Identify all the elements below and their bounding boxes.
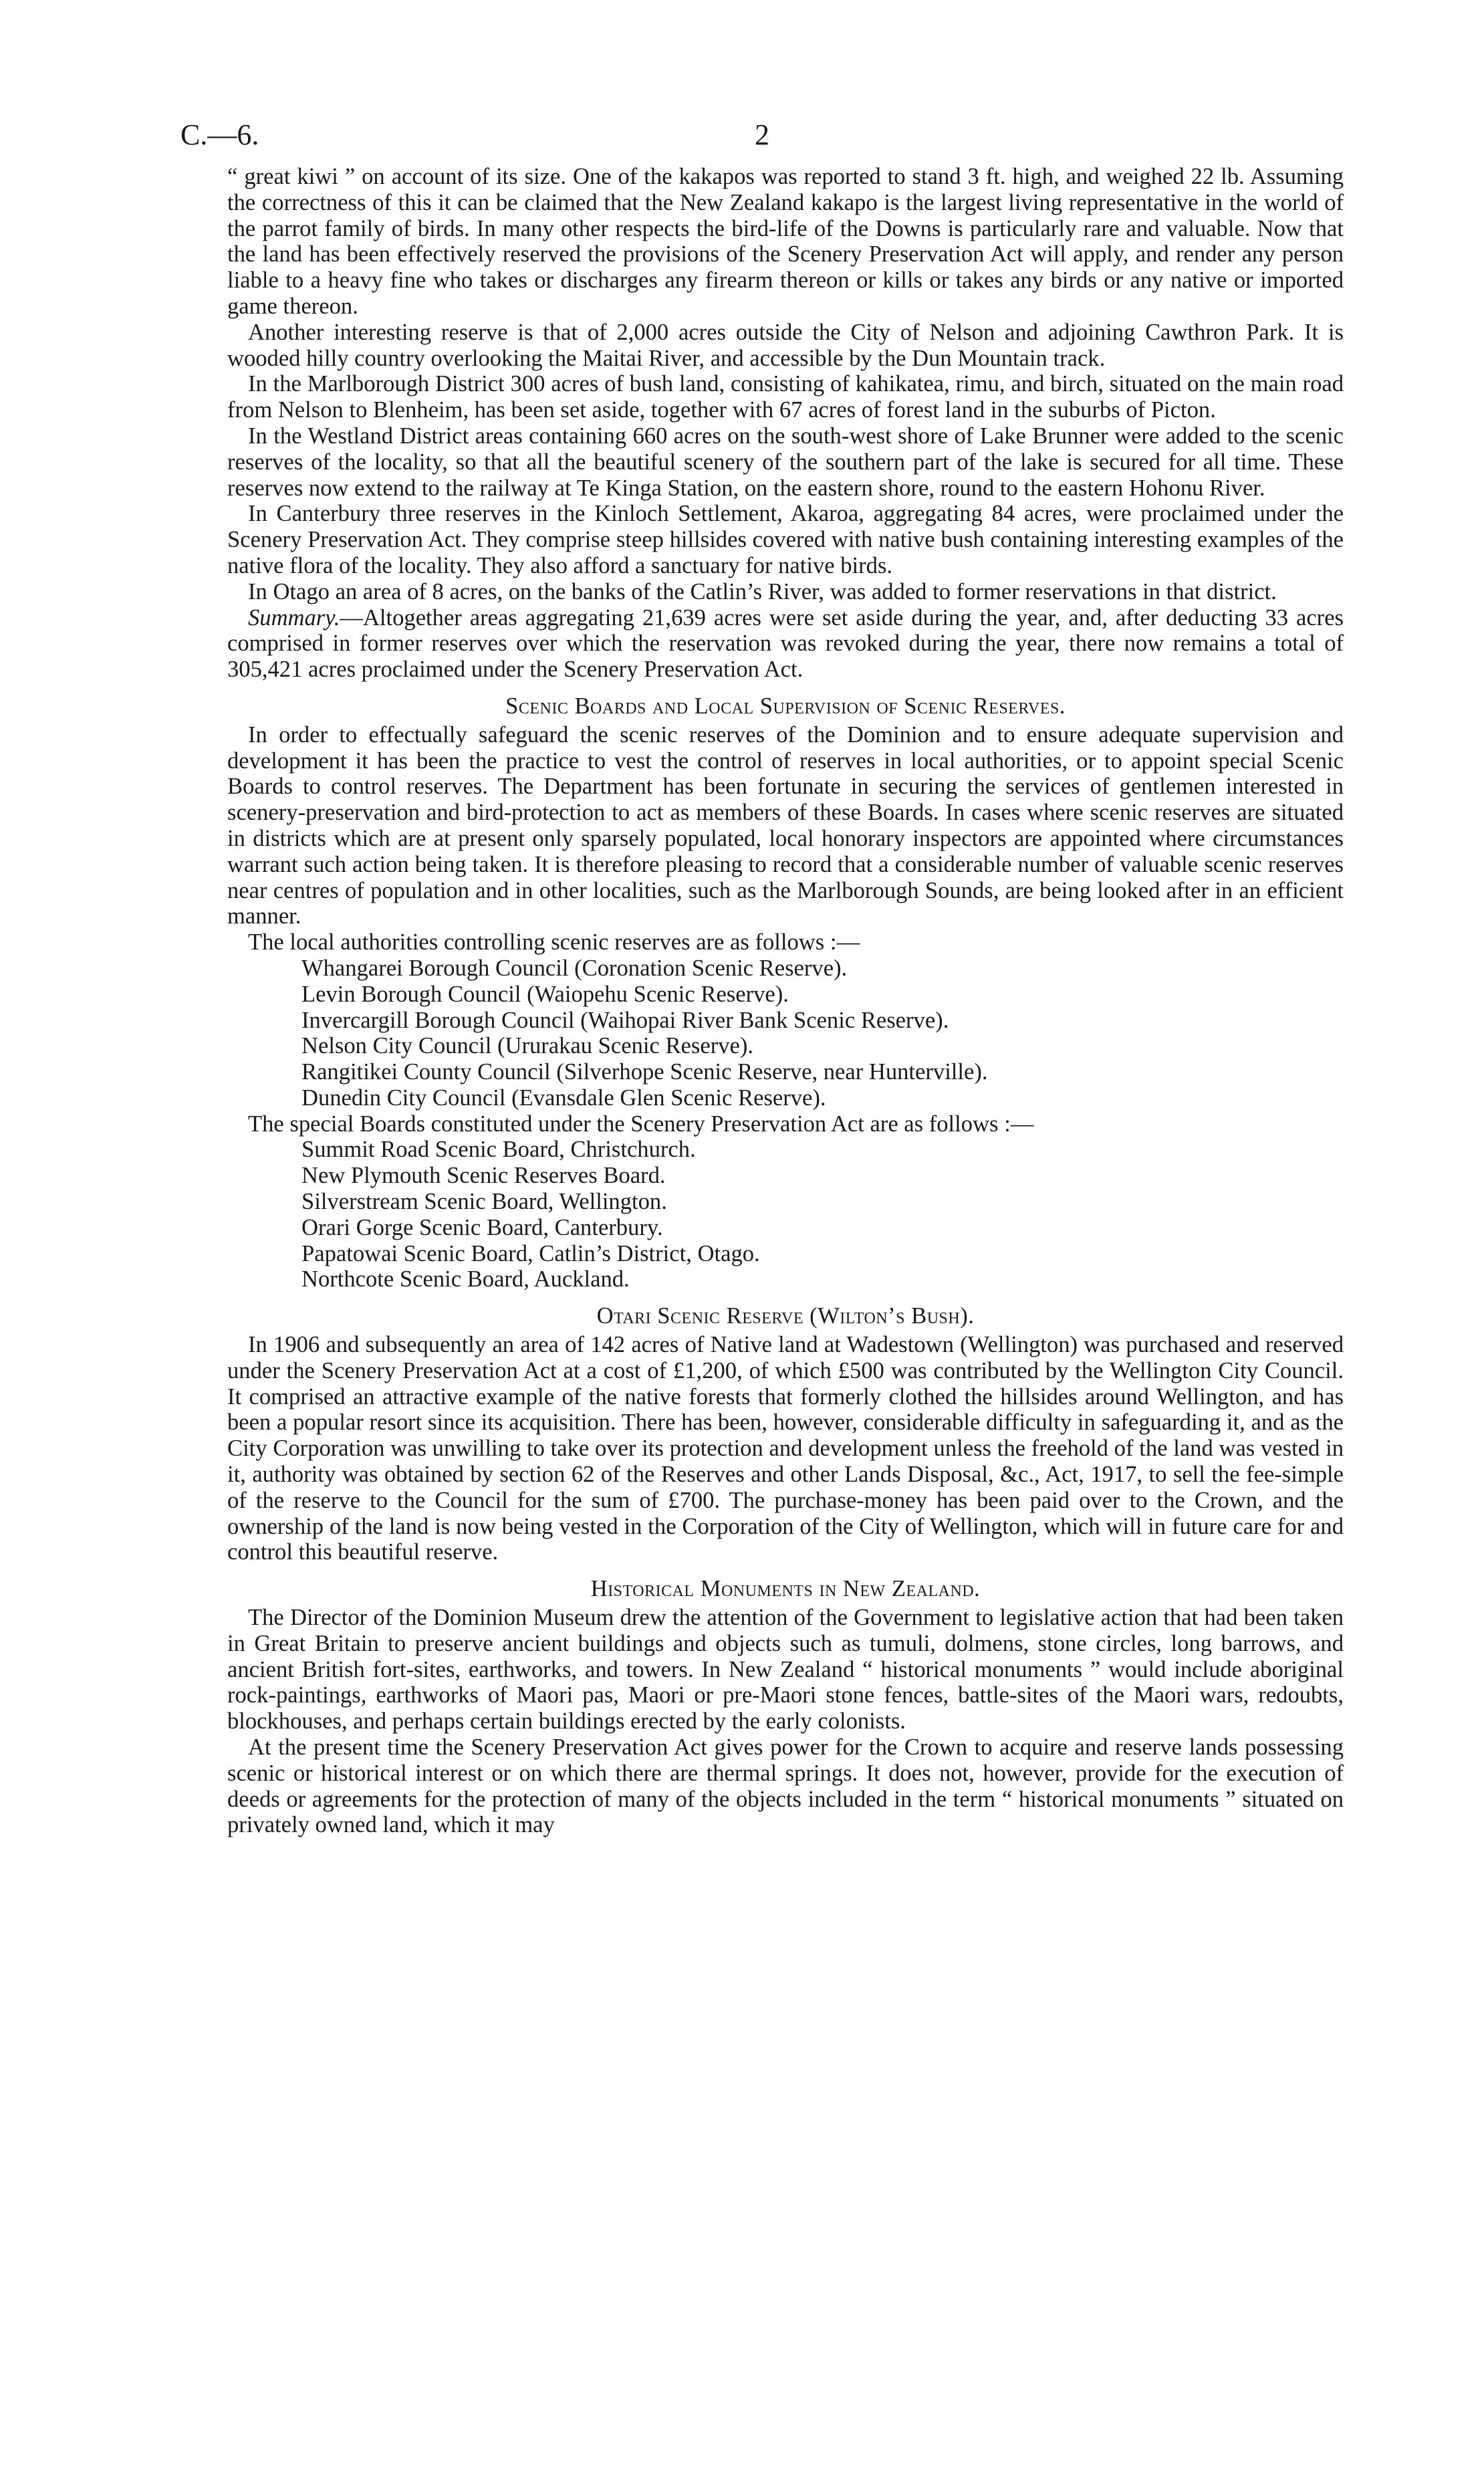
page-number: 2 [755,118,769,151]
heading-scenic-boards: Scenic Boards and Local Supervision of Scenic Reserves. [505,693,1066,719]
paragraph-monuments-act: At the present time the Scenery Preservation Act gives power for the Crown to acquire and reserve lands possessing scenic or historical interest or on which there are thermal springs. It does not, however, provide for the execution of deeds or agreements for the protection of many of the objects included in the term “ historical monuments ” situated on privately owned land, which it may [227,1734,1344,1838]
list-item: Invercargill Borough Council (Waihopai River Bank Scenic Reserve). [301,1007,949,1033]
paragraph-otari-reserve: In 1906 and subsequently an area of 142 acres of Native land at Wadestown (Wellington) was purchased and reserved under the Scenery Preservation Act at a cost of £1,200, of which £500 was contributed by the Wellington City Council. It comprised an attractive example of the native forests that formerly clothed the hillsides around Wellington, and has been a popular resort since its acquisition. There has been, however, considerable difficulty in safeguarding it, and as the City Corporation was unwilling to take over its protection and development unless the freehold of the land was vested in it, authority was obtained by section 62 of the Reserves and other Lands Disposal, &c., Act, 1917, to sell the fee-simple of the reserve to the Council for the sum of £700. The purchase-money has been paid over to the Crown, and the ownership of the land is now being vested in the Corporation of the City of Wellington, which will in future care for and control this beautiful reserve. [227,1332,1344,1565]
paragraph-westland: In the Westland District areas containing 660 acres on the south-west shore of Lake Brunner were added to the scenic reserves of the locality, so that all the beautiful scenery of the southern part of the lake is secured for all time. These reserves now extend to the railway at Te Kinga Station, on the eastern shore, round to the eastern Hohonu River. [227,423,1344,501]
summary-label: Summary. [248,604,340,631]
paragraph-monuments-director: The Director of the Dominion Museum drew the attention of the Government to legislative action that had been taken in Great Britain to preserve ancient buildings and objects such as tumuli, dolmens, stone circles, long barrows, and ancient British fort-sites, earthworks, and towers. In New Zealand “ historical monuments ” would include aboriginal rock-paintings, earthworks of Maori pas, Maori or pre-Maori stone fences, battle-sites of the Maori wars, redoubts, blockhouses, and perhaps certain buildings erected by the early colonists. [227,1605,1344,1734]
list-item: Orari Gorge Scenic Board, Canterbury. [301,1214,663,1240]
local-authorities-intro: The local authorities controlling scenic reserves are as follows :— [248,929,860,956]
summary-text: —Altogether areas aggregating 21,639 acres were set aside during the year, and, after deducting 33 acres comprised in former reserves over which the reservation was revoked during the year, there now remains a total of 305,421 acres proclaimed under the Scenery Preservation Act. [227,604,1344,683]
list-item: Summit Road Scenic Board, Christchurch. [301,1137,696,1163]
list-item: Papatowai Scenic Board, Catlin’s District, Otago. [301,1240,760,1266]
page-header [180,117,1344,164]
local-authorities-list [227,956,1344,1111]
paragraph-summary [227,605,1344,683]
list-item: Dunedin City Council (Evansdale Glen Scenic Reserve). [301,1085,826,1111]
heading-historical-monuments: Historical Monuments in New Zealand. [590,1576,981,1602]
paragraph-canterbury: In Canterbury three reserves in the Kinloch Settlement, Akaroa, aggregating 84 acres, were proclaimed under the Scenery Preservation Act. They comprise steep hillsides covered with native bush containing interesting examples of the native flora of the locality. They also afford a sanctuary for native birds. [227,501,1344,578]
special-boards-intro: The special Boards constituted under the Scenery Preservation Act are as follows :— [248,1111,1034,1137]
paragraph-nelson-reserve: Another interesting reserve is that of 2,000 acres outside the City of Nelson and adjoining Cawthron Park. It is wooded hilly country overlooking the Maitai River, and accessible by the Dun Mountain track. [227,319,1344,371]
paragraph-marlborough: In the Marlborough District 300 acres of bush land, consisting of kahikatea, rimu, and birch, situated on the main road from Nelson to Blenheim, has been set aside, together with 67 acres of forest land in the suburbs of Picton. [227,371,1344,423]
paragraph-otago: In Otago an area of 8 acres, on the banks of the Catlin’s River, was added to former reservations in that district. [248,578,1277,604]
list-item: Silverstream Scenic Board, Wellington. [301,1189,667,1215]
special-boards-list [227,1137,1344,1293]
document-reference: C.—6. [180,118,259,151]
heading-otari-reserve: Otari Scenic Reserve (Wilton’s Bush). [596,1303,975,1329]
paragraph-scenic-boards: In order to effectually safeguard the scenic reserves of the Dominion and to ensure adequate supervision and development it has been the practice to vest the control of reserves in local authorities, or to appoint special Scenic Boards to control reserves. The Department has been fortunate in securing the services of gentlemen interested in scenery-preservation and bird-protection to act as members of these Boards. In cases where scenic reserves are situated in districts which are at present only sparsely populated, local honorary inspectors are appointed where circumstances warrant such action being taken. It is therefore pleasing to record that a considerable number of valuable scenic reserves near centres of population and in other localities, such as the Marlborough Sounds, are being looked after in an efficient manner. [227,721,1344,929]
list-item: Northcote Scenic Board, Auckland. [301,1266,630,1293]
list-item: New Plymouth Scenic Reserves Board. [301,1163,666,1189]
paragraph-great-kiwi: “ great kiwi ” on account of its size. One of the kakapos was reported to stand 3 ft. high, and weighed 22 lb. Assuming the correctness of this it can be claimed that the New Zealand kakapo is the largest living representative in the world of the parrot family of birds. In many other respects the bird-life of the Downs is particularly rare and valuable. Now that the land has been effectively reserved the provisions of the Scenery Preservation Act will apply, and render any person liable to a heavy fine who takes or discharges any firearm thereon or kills or takes any birds or any native or imported game thereon. [227,164,1344,319]
list-item: Nelson City Council (Ururakau Scenic Reserve). [301,1033,754,1059]
list-item: Whangarei Borough Council (Coronation Scenic Reserve). [301,955,848,981]
list-item: Levin Borough Council (Waiopehu Scenic Reserve). [301,981,789,1007]
list-item: Rangitikei County Council (Silverhope Scenic Reserve, near Hunterville). [301,1059,988,1085]
